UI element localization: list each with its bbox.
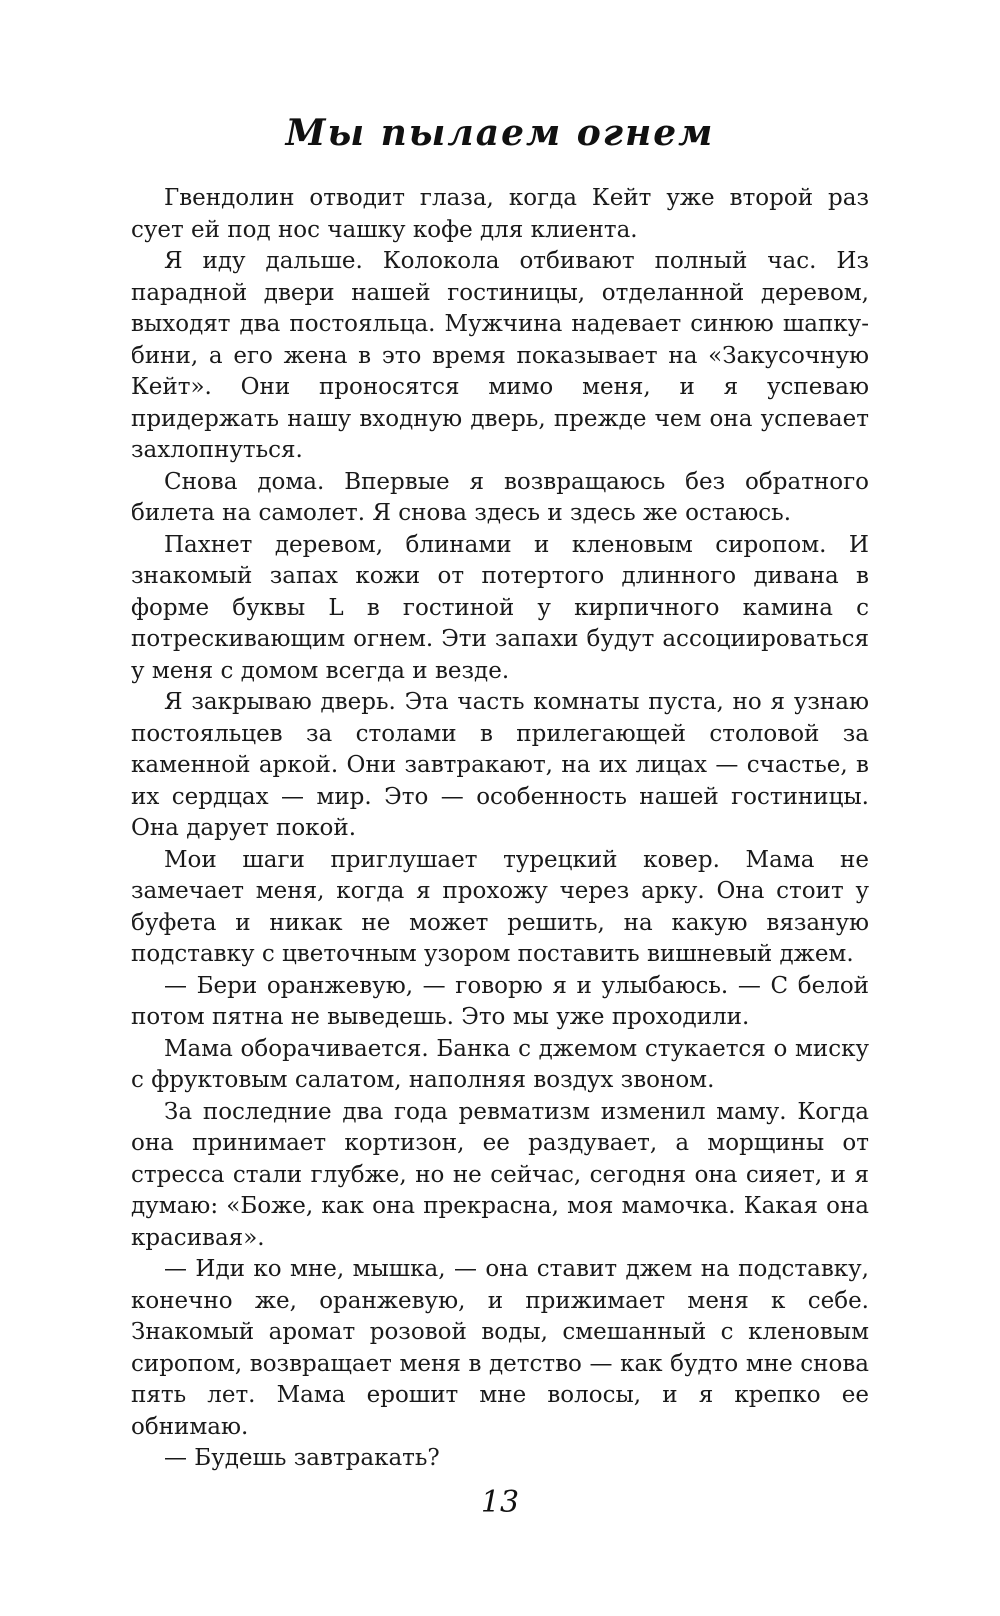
paragraph: — Иди ко мне, мышка, — она ставит джем на подставку, конечно же, оранжевую, и прижимает меня к себе. Знакомый аромат розовой воды, смешанный с кленовым сиропом, возвращает меня в детство — как будто мне снова пять лет. Мама ерошит мне волосы, и я крепко ее обнимаю. — [131, 1256, 869, 1440]
paragraph: Мама оборачивается. Банка с джемом стукается о миску с фруктовым салатом, наполняя воздух звоном. — [131, 1035, 869, 1093]
page-number: 13 — [480, 1485, 520, 1520]
paragraph: Я закрываю дверь. Эта часть комнаты пуста, но я узнаю постояльцев за столами в прилегающей столовой за каменной аркой. Они завтракают, на их лицах — счастье, в их сердцах — мир. Это — особенность нашей гостиницы. Она дарует покой. — [131, 689, 869, 841]
paragraph: Я иду дальше. Колокола отбивают полный час. Из парадной двери нашей гостиницы, отделанной деревом, выходят два постояльца. Мужчина надевает синюю шапку-бини, а его жена в это время показывает на «Закусочную Кейт». Они проносятся мимо меня, и я успеваю придержать нашу входную дверь, прежде чем она успевает захлопнуться. — [131, 248, 869, 463]
paragraph: Пахнет деревом, блинами и кленовым сиропом. И знакомый запах кожи от потертого длинного дивана в форме буквы L в гостиной у кирпичного камина с потрескивающим огнем. Эти запахи будут ассоциироваться у меня с домом всегда и везде. — [131, 531, 869, 684]
running-head: Мы пылаем огнем — [285, 112, 715, 154]
paragraph: Мои шаги приглушает турецкий ковер. Мама не замечает меня, когда я прохожу через арку. Она стоит у буфета и никак не может решить, на какую вязаную подставку с цветочным узором поставить вишневый джем. — [131, 846, 869, 967]
paragraph: За последние два года ревматизм изменил маму. Когда она принимает кортизон, ее раздувает, а морщины от стресса стали глубже, но не сейчас, сегодня она сияет, и я думаю: «Боже, как она прекрасна, моя мамочка. Какая она красивая». — [131, 1098, 869, 1251]
body-text — [131, 183, 869, 1475]
paragraph: Гвендолин отводит глаза, когда Кейт уже второй раз сует ей под нос чашку кофе для клиента. — [131, 185, 869, 243]
paragraph: — Бери оранжевую, — говорю я и улыбаюсь. — С белой потом пятна не выведешь. Это мы уже проходили. — [131, 972, 869, 1030]
paragraph: Снова дома. Впервые я возвращаюсь без обратного билета на самолет. Я снова здесь и здесь же остаюсь. — [131, 468, 869, 526]
paragraph: — Будешь завтракать? — [164, 1445, 440, 1471]
